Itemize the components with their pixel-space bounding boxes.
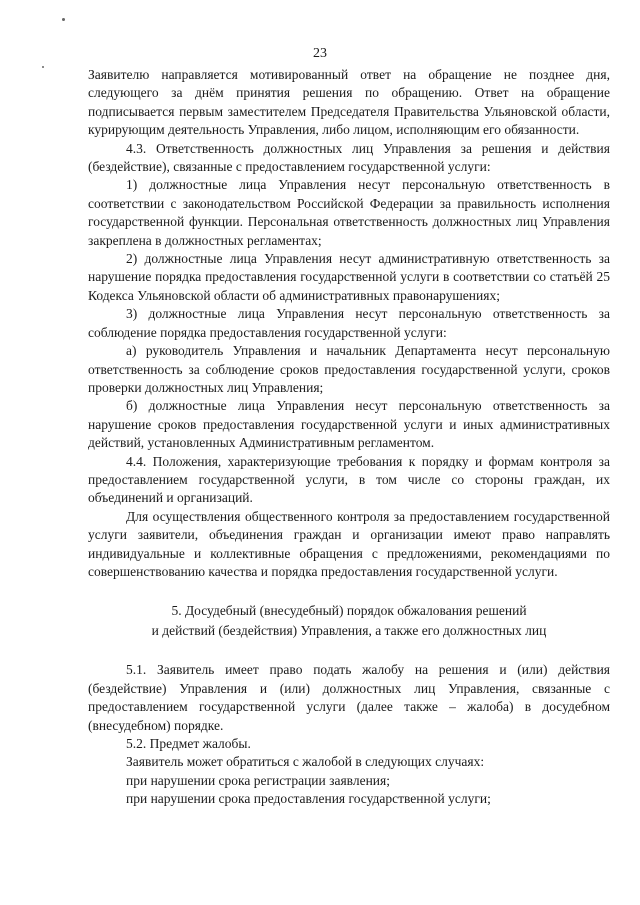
paragraph: 3) должностные лица Управления несут персональную ответственность за соблюдение порядка предоставления государственной услуги: <box>88 306 610 340</box>
section-heading-line: и действий (бездействия) Управления, а также его должностных лиц <box>151 623 547 639</box>
section-heading <box>88 601 610 641</box>
paragraph: 2) должностные лица Управления несут административную ответственность за нарушение порядка предоставления государственной услуги в соответствии со статьёй 25 Кодекса Ульяновской области об административных правонарушениях; <box>88 251 610 303</box>
paragraph: Заявитель может обратиться с жалобой в следующих случаях: <box>126 754 485 770</box>
paragraph: 4.3. Ответственность должностных лиц Управления за решения и действия (бездействие), связанные с предоставлением государственной услуги: <box>88 140 610 175</box>
paragraph: 5.2. Предмет жалобы. <box>126 736 251 751</box>
document-body <box>88 66 610 809</box>
page-number: 23 <box>313 46 327 61</box>
paragraph: Заявителю направляется мотивированный ответ на обращение не позднее дня, следующего за днём принятия решения по обращению. Ответ на обращение подписывается первым заместителем Председателя Правительства Ульяновской области, курирующим деятельность Управления, либо лицом, исполняющим его обязанности. <box>88 67 610 138</box>
paragraph: б) должностные лица Управления несут персональную ответственность за нарушение сроков предоставления государственной услуги и иных административных действий, установленных Административным регламентом. <box>88 398 610 451</box>
paragraph: 4.4. Положения, характеризующие требования к порядку и формам контроля за предоставлением государственной услуги, в том числе со стороны граждан, их объединений и организаций. <box>88 453 610 506</box>
paragraph: при нарушении срока регистрации заявления; <box>126 772 390 788</box>
scan-speck <box>42 66 44 68</box>
paragraph: 5.1. Заявитель имеет право подать жалобу на решения и (или) действия (бездействие) Управления и (или) должностных лиц Управления, связанные с предоставлением государственной услуги (далее также – жалоба) в досудебном (внесудебном) порядке. <box>88 662 610 733</box>
section-heading-line: 5. Досудебный (внесудебный) порядок обжалования решений <box>171 603 527 619</box>
paragraph: 1) должностные лица Управления несут персональную ответственность в соответствии с законодательством Российской Федерации за правильность исполнения государственной функции. Персональная ответственность должностных лиц Управления закреплена в должностных регламентах; <box>88 177 610 248</box>
paragraph: Для осуществления общественного контроля за предоставлением государственной услуги заявители, объединения граждан и организации имеют право направлять индивидуальные и коллективные обращения с предложениями, рекомендациями по совершенствованию качества и порядка предоставления государственной услуги. <box>88 508 610 579</box>
paragraph: при нарушении срока предоставления государственной услуги; <box>126 791 491 807</box>
scan-speck <box>62 18 65 21</box>
paragraph: а) руководитель Управления и начальник Департамента несут персональную ответственность за соблюдение сроков предоставления государственной услуги, сроков проверки должностных лиц Управления; <box>88 343 610 395</box>
